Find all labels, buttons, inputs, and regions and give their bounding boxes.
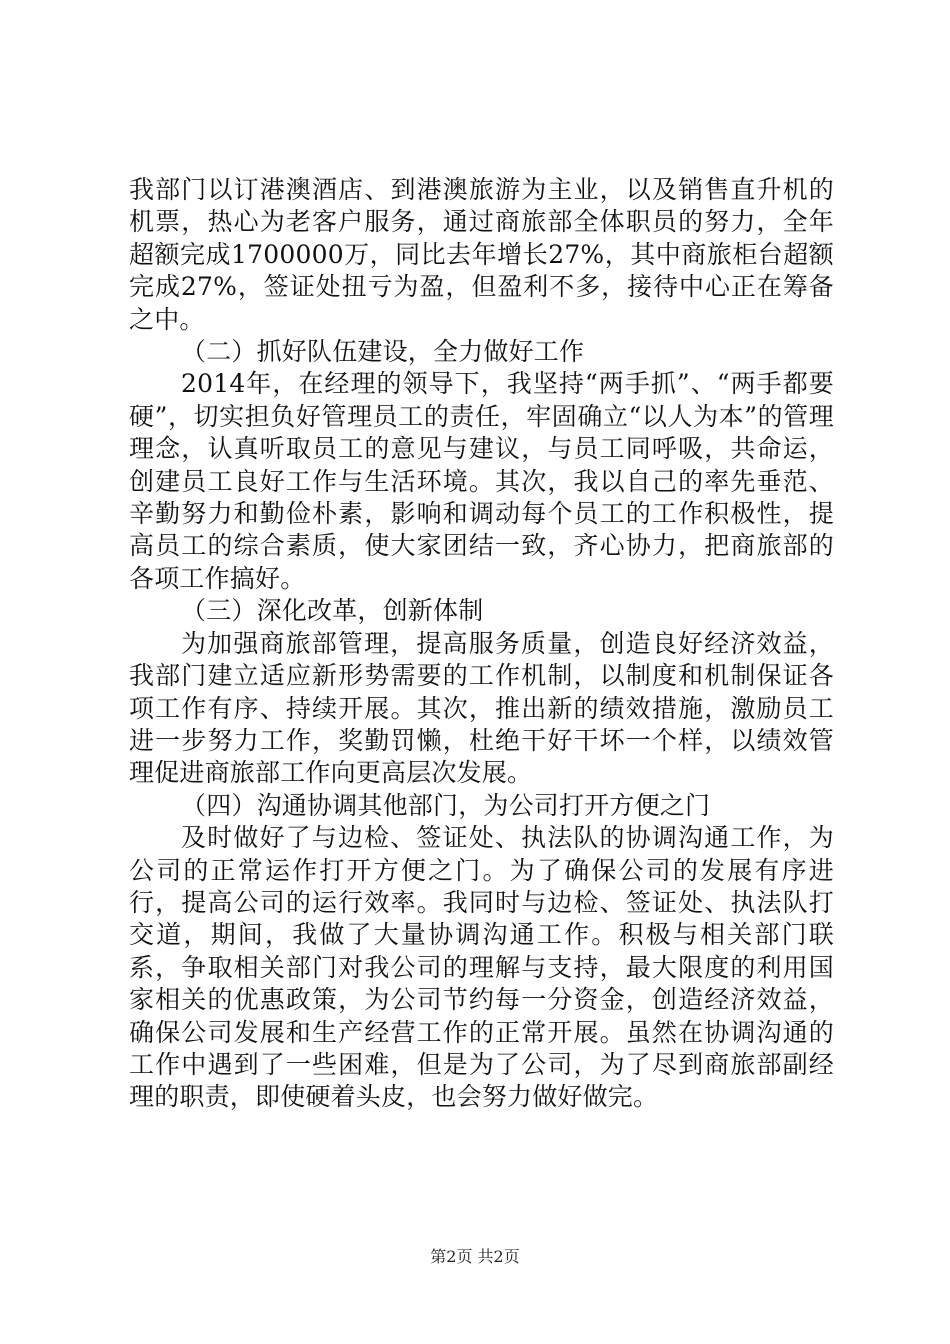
page-footer-number: 第2页 共2页 xyxy=(430,1247,520,1266)
paragraph-coordination: 及时做好了与边检、签证处、执法队的协调沟通工作，为公司的正常运作打开方便之门。为了确保公司的发展有序进行，提高公司的运行效率。我同时与边检、签证处、执法队打交道，期间，我做了大量协调沟通工作。积极与相关部门联系，争取相关部门对我公司的理解与支持，最大限度的利用国家相关的优惠政策，为公司节约每一分资金，创造经济效益，确保公司发展和生产经营工作的正常开展。虽然在协调沟通的工作中遇到了一些困难，但是为了公司，为了尽到商旅部副经理的职责，即使硬着头皮，也会努力做好做完。 xyxy=(129,823,834,1112)
section-heading-coordination: （四）沟通协调其他部门，为公司打开方便之门 xyxy=(181,790,711,820)
section-heading-team-building: （二）抓好队伍建设，全力做好工作 xyxy=(181,337,585,367)
document-body xyxy=(129,174,834,1114)
paragraph-intro-continued: 我部门以订港澳酒店、到港澳旅游为主业，以及销售直升机的机票，热心为老客户服务，通过商旅部全体职员的努力，全年超额完成1700000万，同比去年增长27%，其中商旅柜台超额完成27%，签证处扭亏为盈，但盈利不多，接待中心正在筹备之中。 xyxy=(129,175,834,334)
section-heading-reform: （三）深化改革，创新体制 xyxy=(181,596,484,626)
paragraph-team-building: 2014年，在经理的领导下，我坚持“两手抓”、“两手都要硬”，切实担负好管理员工的责任，牢固确立“以人为本”的管理理念，认真听取员工的意见与建议，与员工同呼吸，共命运，创建员工良好工作与生活环境。其次，我以自己的率先垂范、辛勤努力和勤俭朴素，影响和调动每个员工的工作积极性，提高员工的综合素质，使大家团结一致，齐心协力，把商旅部的各项工作搞好。 xyxy=(129,369,834,593)
paragraph-reform: 为加强商旅部管理，提高服务质量，创造良好经济效益，我部门建立适应新形势需要的工作机制，以制度和机制保证各项工作有序、持续开展。其次，推出新的绩效措施，激励员工进一步努力工作，奖勤罚懒，杜绝干好干坏一个样，以绩效管理促进商旅部工作向更高层次发展。 xyxy=(129,628,834,788)
